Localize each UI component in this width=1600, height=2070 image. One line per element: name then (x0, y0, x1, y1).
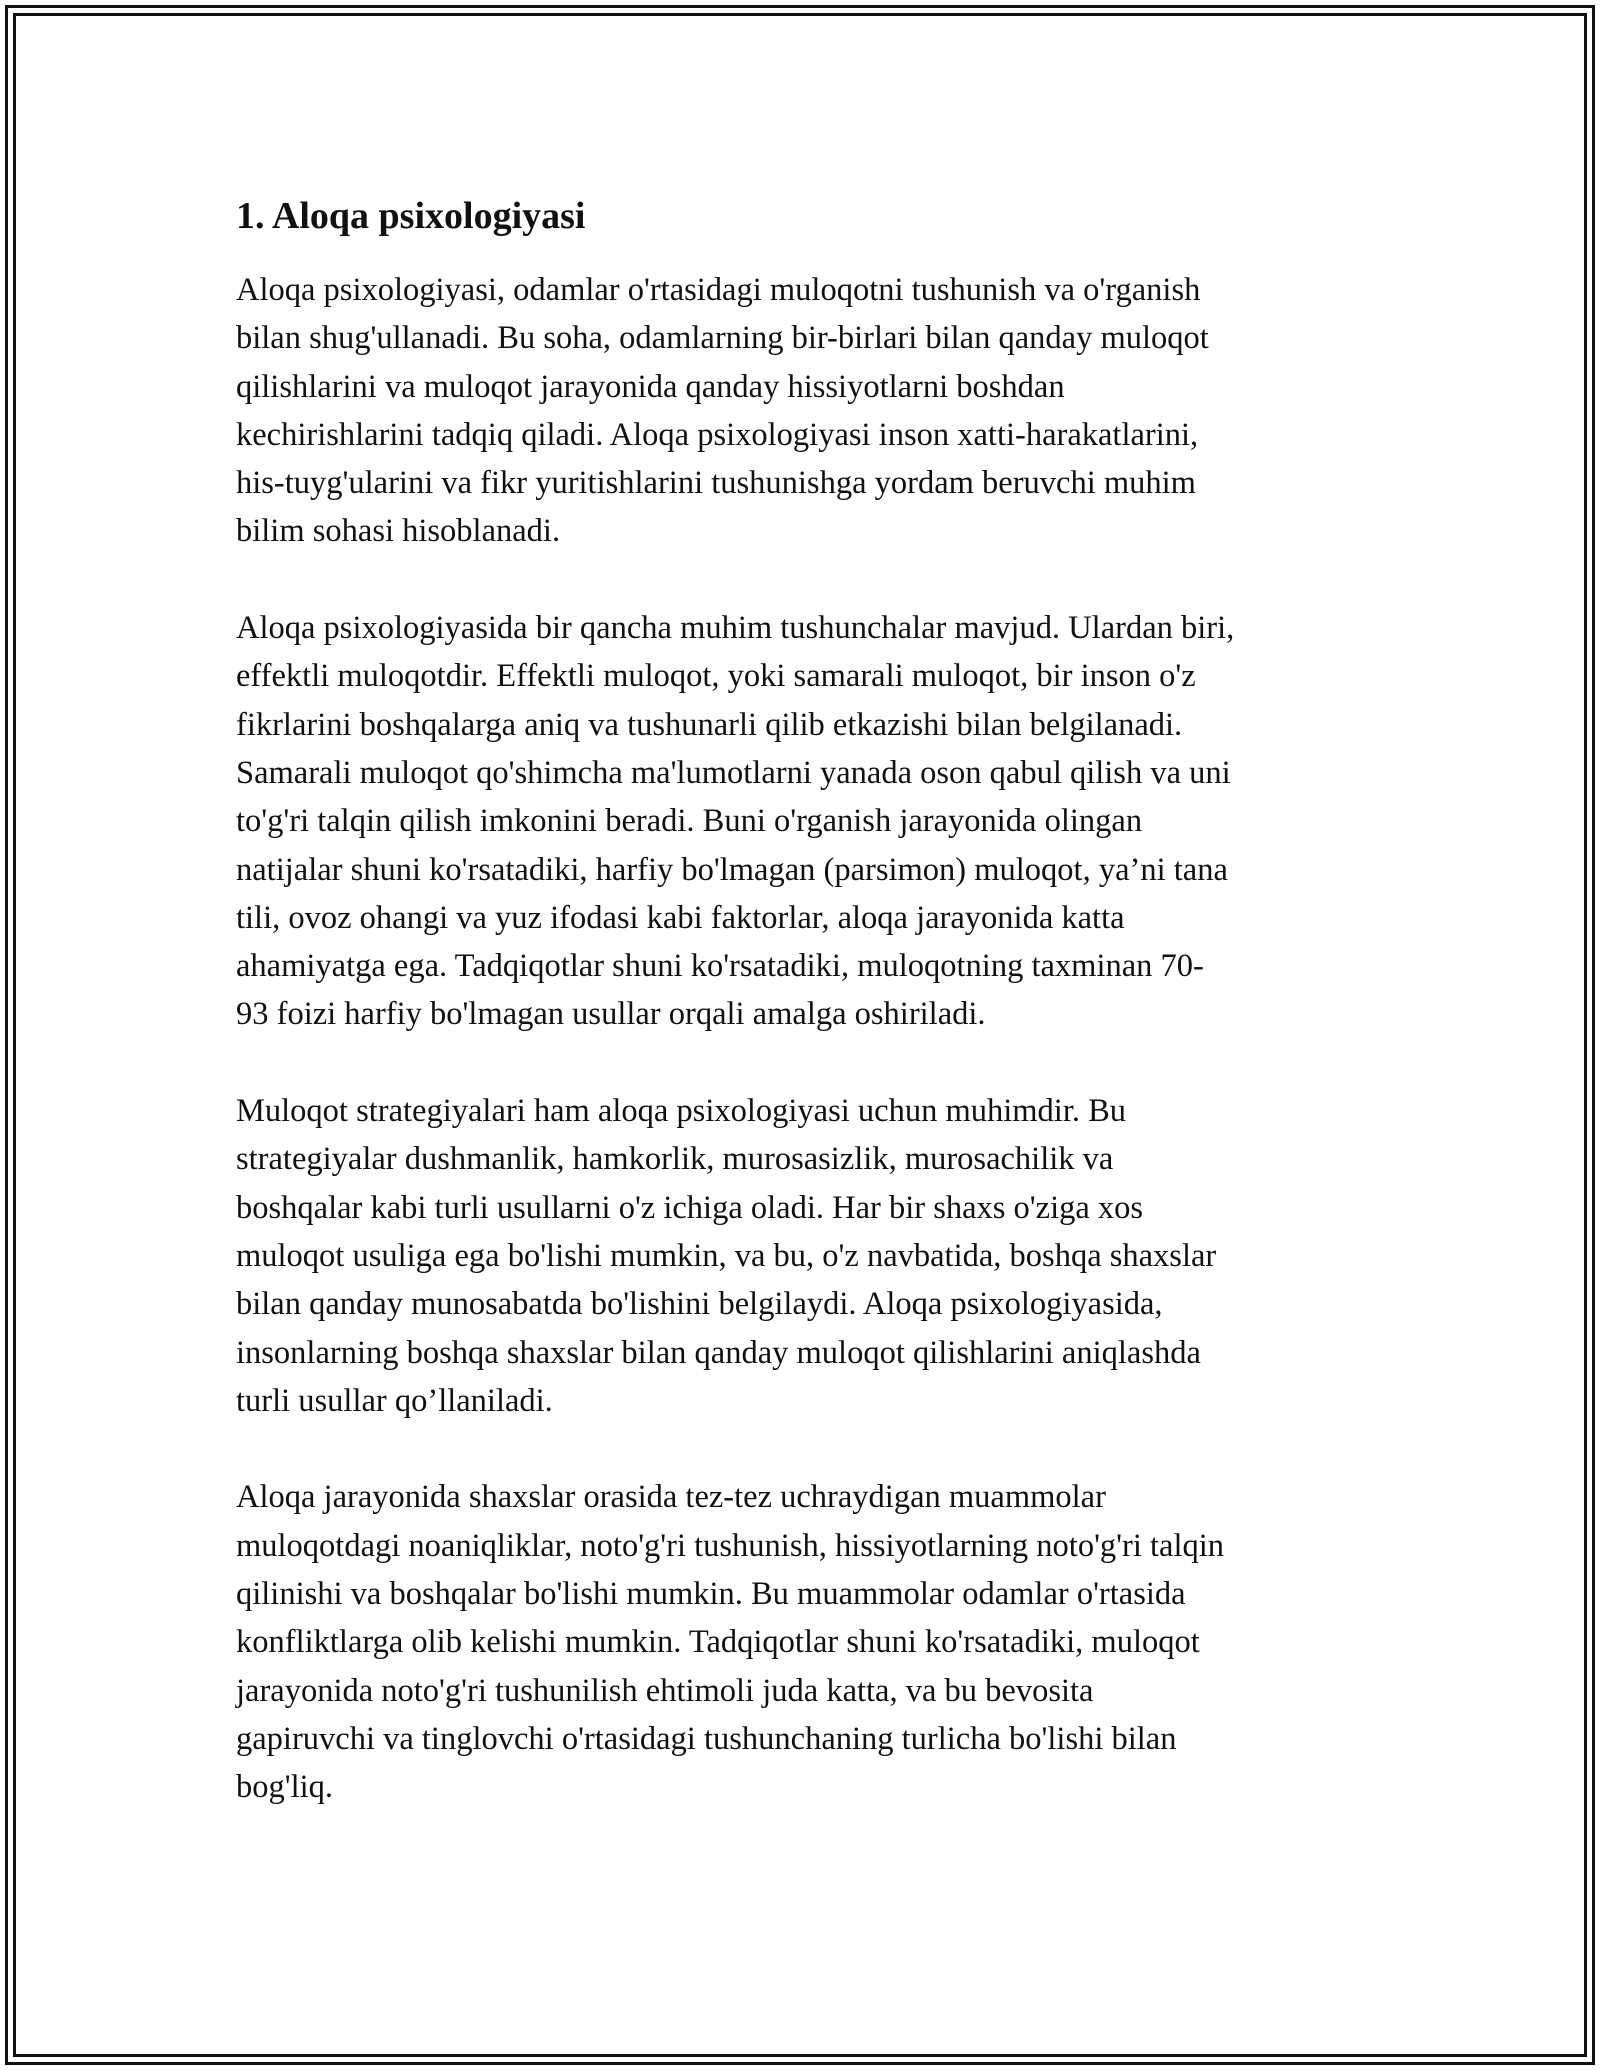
text-line: his-tuyg'ularini va fikr yuritishlarini tushunishga yordam beruvchi muhim (236, 465, 1196, 502)
paragraph-2 (236, 604, 1376, 1039)
paragraph-3 (236, 1087, 1376, 1425)
text-line: Samarali muloqot qo'shimcha ma'lumotlarni yanada oson qabul qilish va uni (236, 754, 1231, 791)
text-line: 93 foizi harfiy bo'lmagan usullar orqali amalga oshiriladi. (236, 996, 986, 1033)
text-line: fikrlarini boshqalarga aniq va tushunarli qilib etkazishi bilan belgilanadi. (236, 706, 1183, 743)
text-line: ahamiyatga ega. Tadqiqotlar shuni ko'rsatadiki, muloqotning taxminan 70- (236, 948, 1204, 985)
text-line: natijalar shuni ko'rsatadiki, harfiy bo'lmagan (parsimon) muloqot, ya’ni tana (236, 851, 1228, 888)
text-line: Aloqa psixologiyasida bir qancha muhim tushunchalar mavjud. Ulardan biri, (236, 610, 1235, 647)
text-line: Aloqa psixologiyasi, odamlar o'rtasidagi muloqotni tushunish va o'rganish (236, 272, 1201, 308)
text-line: konfliktlarga olib kelishi mumkin. Tadqiqotlar shuni ko'rsatadiki, muloqot (236, 1624, 1200, 1661)
text-line: bilim sohasi hisoblanadi. (236, 513, 561, 550)
text-line: tili, ovoz ohangi va yuz ifodasi kabi faktorlar, aloqa jarayonida katta (236, 899, 1125, 936)
text-line: jarayonida noto'g'ri tushunilish ehtimoli juda katta, va bu bevosita (236, 1672, 1094, 1709)
text-line: Muloqot strategiyalari ham aloqa psixologiyasi uchun muhimdir. Bu (236, 1093, 1127, 1130)
text-line: Aloqa jarayonida shaxslar orasida tez-tez uchraydigan muammolar (236, 1479, 1106, 1516)
text-line: bilan shug'ullanadi. Bu soha, odamlarning bir-birlari bilan qanday muloqot (236, 320, 1209, 357)
text-line: qilishlarini va muloqot jarayonida qanday hissiyotlarni boshdan (236, 368, 1065, 405)
section-title: 1. Aloqa psixologiyasi (236, 195, 586, 237)
text-line: boshqalar kabi turli usullarni o'z ichiga oladi. Har bir shaxs o'ziga xos (236, 1189, 1144, 1226)
paragraph-list (236, 266, 1376, 1812)
text-line: strategiyalar dushmanlik, hamkorlik, murosasizlik, murosachilik va (236, 1141, 1114, 1178)
text-line: kechirishlarini tadqiq qiladi. Aloqa psixologiyasi inson xatti-harakatlarini, (236, 416, 1199, 453)
text-line: qilinishi va boshqalar bo'lishi mumkin. Bu muammolar odamlar o'rtasida (236, 1576, 1186, 1613)
document-body (236, 188, 1376, 1860)
text-line: muloqotdagi noaniqliklar, noto'g'ri tushunish, hissiyotlarning noto'g'ri talqin (236, 1527, 1225, 1564)
text-line: muloqot usuliga ega bo'lishi mumkin, va bu, o'z navbatida, boshqa shaxslar (236, 1237, 1217, 1274)
text-line: gapiruvchi va tinglovchi o'rtasidagi tushunchaning turlicha bo'lishi bilan (236, 1720, 1177, 1757)
paragraph-4 (236, 1473, 1376, 1811)
text-line: to'g'ri talqin qilish imkonini beradi. Buni o'rganish jarayonida olingan (236, 803, 1143, 840)
text-line: turli usullar qo’llaniladi. (236, 1382, 553, 1419)
text-line: bilan qanday munosabatda bo'lishini belgilaydi. Aloqa psixologiyasida, (236, 1286, 1163, 1323)
text-line: insonlarning boshqa shaxslar bilan qanday muloqot qilishlarini aniqlashda (236, 1334, 1201, 1371)
paragraph-1 (236, 266, 1376, 556)
text-line: effektli muloqotdir. Effektli muloqot, yoki samarali muloqot, bir inson o'z (236, 658, 1196, 695)
text-line: bog'liq. (236, 1769, 334, 1806)
